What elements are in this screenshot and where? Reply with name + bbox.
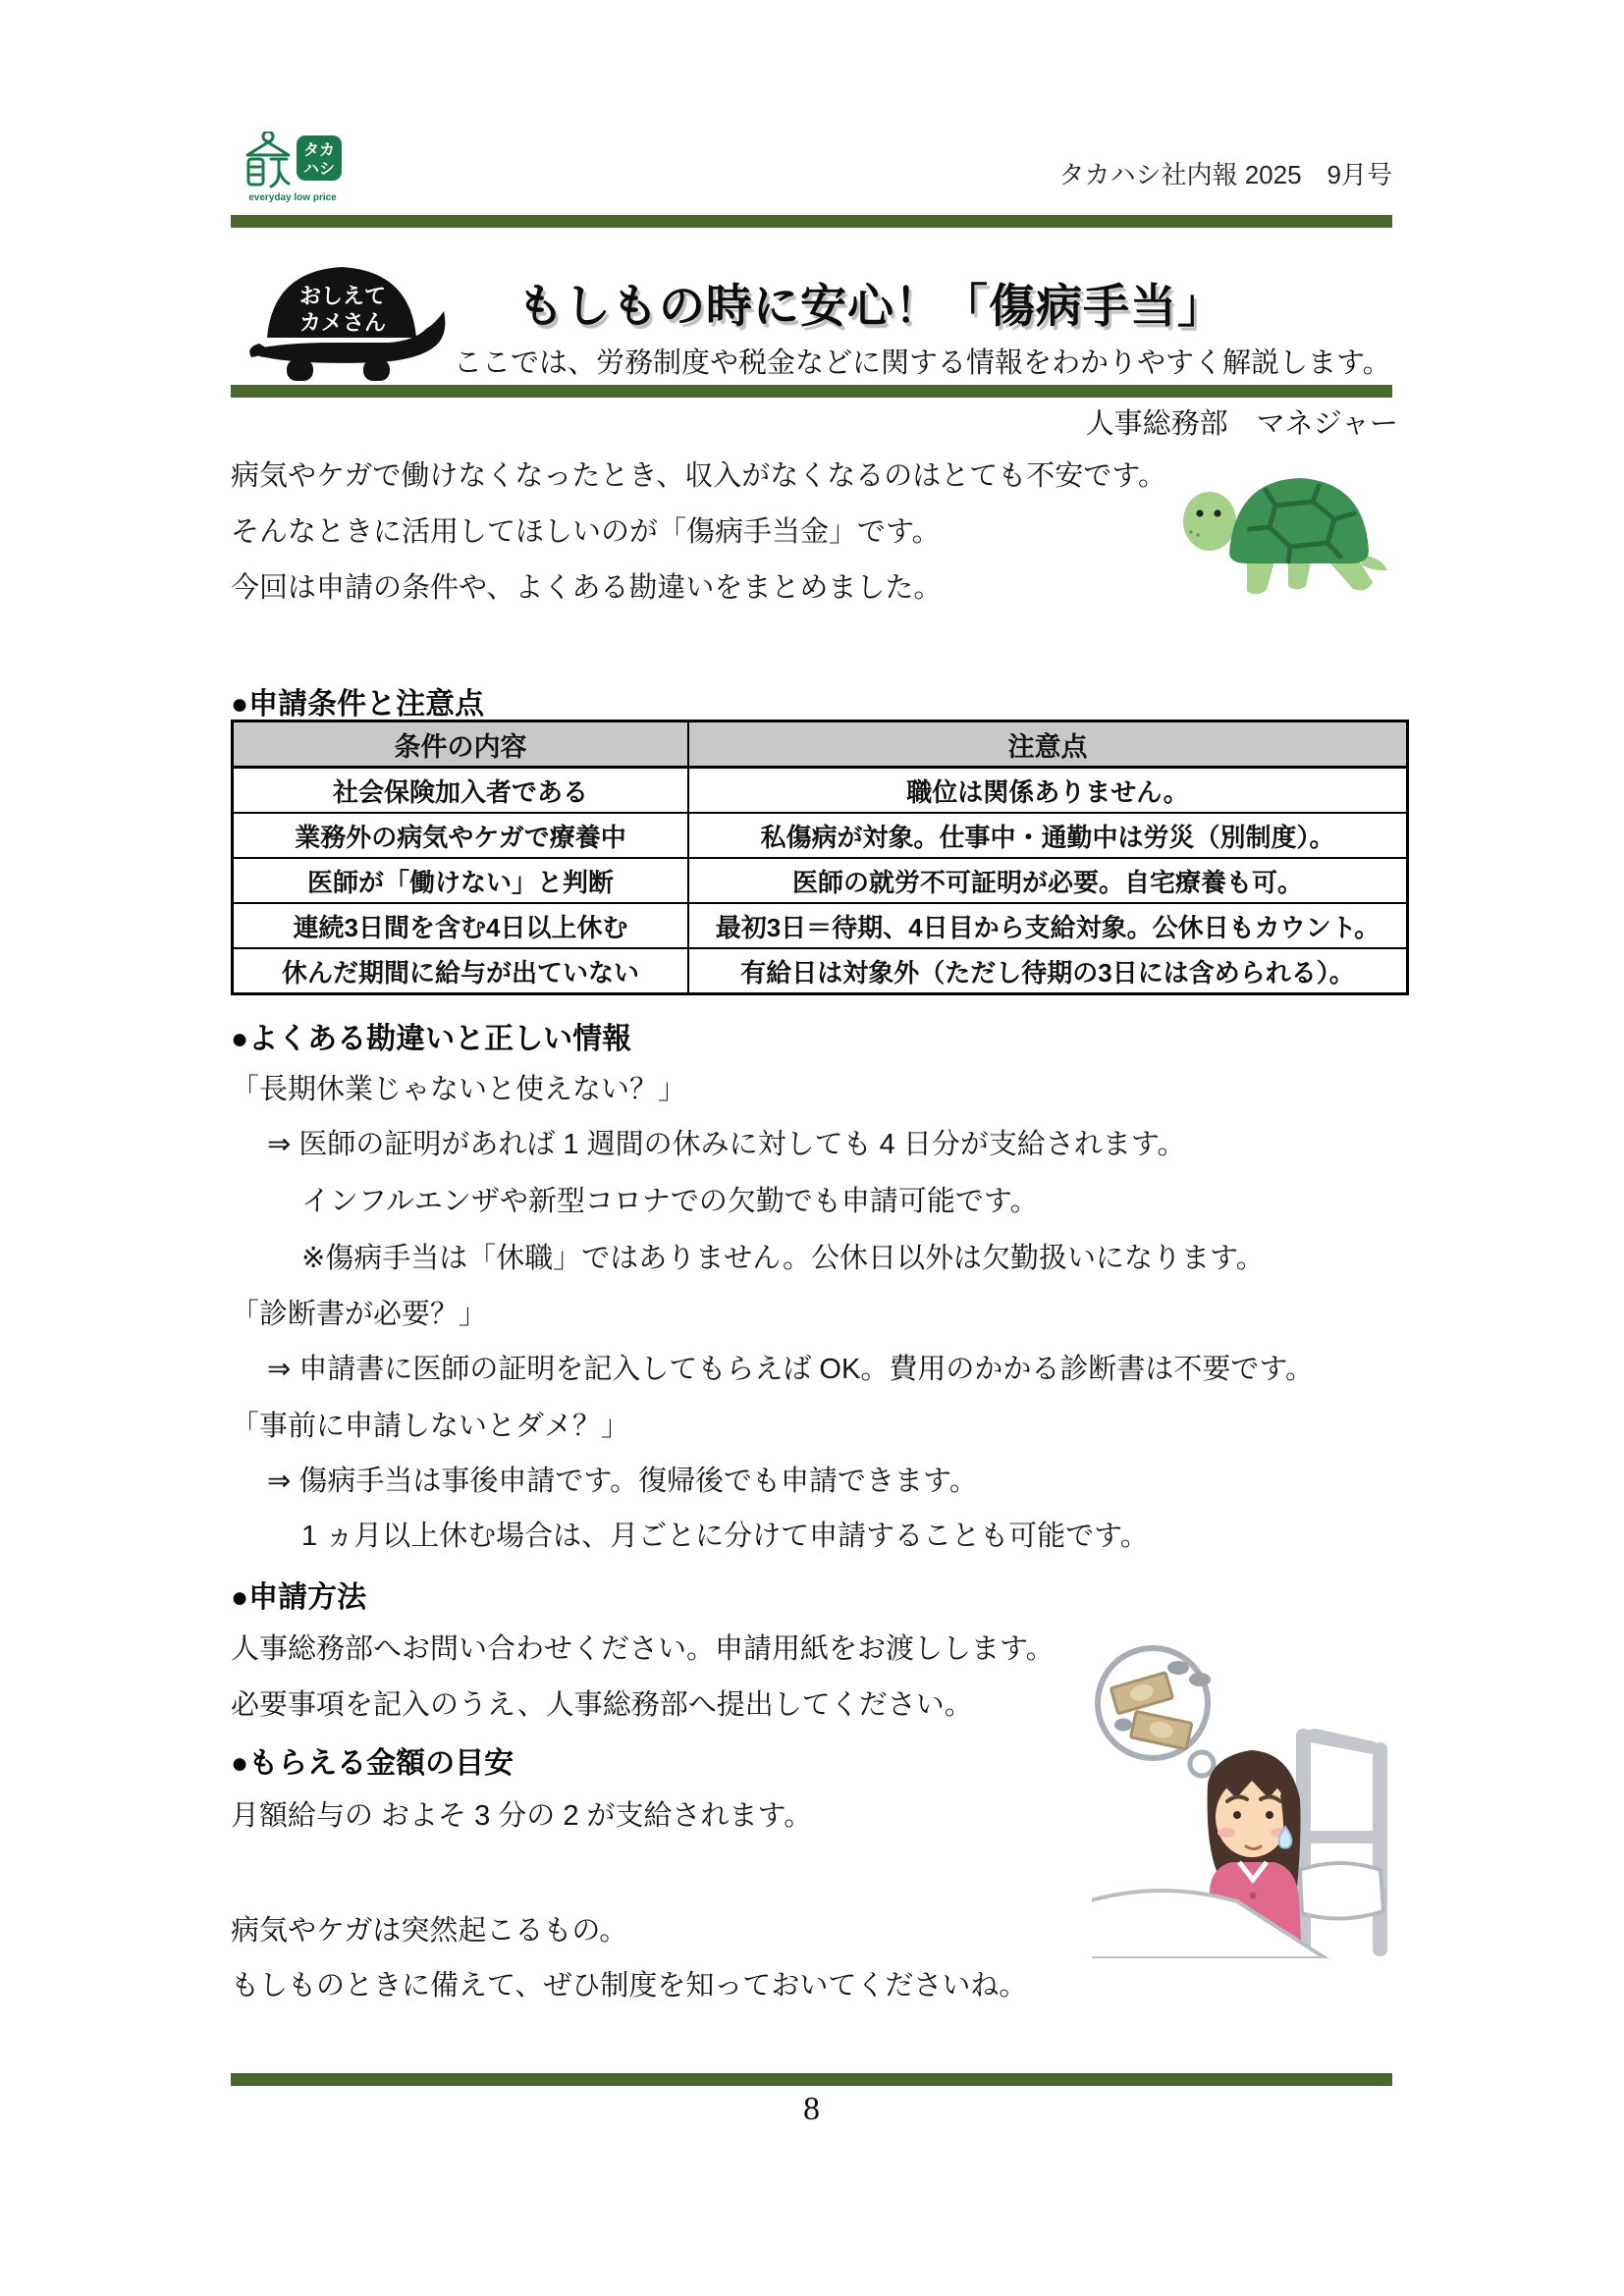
table-row xyxy=(233,903,1408,948)
mid-rule xyxy=(231,385,1392,398)
hanger-kanji-icon xyxy=(247,132,289,187)
table-cell: 私傷病が対象。仕事中・通勤中は労災（別制度）。 xyxy=(688,813,1408,858)
table-cell: 有給日は対象外（ただし待期の3日には含められる）。 xyxy=(688,948,1408,994)
bed-frame xyxy=(1296,1729,1387,1956)
table-header-row xyxy=(233,721,1408,768)
amount-line: 月額給与の およそ 3 分の 2 が支給されます。 xyxy=(231,1800,813,1832)
company-logo xyxy=(242,132,344,206)
method-line: 必要事項を記入のうえ、人事総務部へ提出してください。 xyxy=(231,1689,973,1721)
table-cell: 社会保険加入者である xyxy=(233,768,689,814)
qa-line: ※傷病手当は「休職」ではありません。公休日以外は欠勤扱いになります。 xyxy=(301,1243,1265,1274)
turtle-head xyxy=(1183,492,1236,551)
feature-subtitle: ここでは、労務制度や税金などに関する情報をわかりやすく解説します。 xyxy=(454,347,1391,379)
qa-line: ⇒ 医師の証明があれば 1 週間の休みに対しても 4 日分が支給されます。 xyxy=(267,1129,1186,1160)
intro-line-3: 今回は申請の条件や、よくある勘違いをまとめました。 xyxy=(231,572,943,604)
bottom-rule xyxy=(231,2073,1392,2086)
qa-line: ⇒ 申請書に医師の証明を記入してもらえば OK。費用のかかる診断書は不要です。 xyxy=(267,1354,1314,1385)
table-cell: 休んだ期間に給与が出ていない xyxy=(233,948,689,994)
table-row xyxy=(233,858,1408,903)
top-rule xyxy=(231,215,1392,228)
intro-line-1: 病気やケガで働けなくなったとき、収入がなくなるのはとても不安です。 xyxy=(231,460,1166,492)
amount-heading: ●もらえる金額の目安 xyxy=(231,1747,514,1780)
intro-line-2: そんなときに活用してほしいのが「傷病手当金」です。 xyxy=(231,516,941,548)
qa-line: 「事前に申請しないとダメ？」 xyxy=(231,1411,630,1442)
table-cell: 業務外の病気やケガで療養中 xyxy=(233,813,689,858)
conditions-heading: ●申請条件と注意点 xyxy=(231,688,485,721)
qa-line: 「診断書が必要？」 xyxy=(231,1299,488,1330)
table-row xyxy=(233,813,1408,858)
mascot-text-2: カメさん xyxy=(298,310,387,335)
author-line: 人事総務部 マネジャー xyxy=(1085,408,1398,440)
method-line: 人事総務部へお問い合わせください。申請用紙をお渡しします。 xyxy=(231,1633,1055,1665)
method-heading: ●申請方法 xyxy=(231,1581,367,1614)
table-cell: 医師が「働けない」と判断 xyxy=(233,858,689,903)
logo-box-text-2: ハシ xyxy=(302,161,336,178)
table-row xyxy=(233,948,1408,994)
turtle-mascot-icon xyxy=(244,251,450,385)
pillow xyxy=(1300,1863,1383,1919)
issue-title: タカハシ社内報 2025 9月号 xyxy=(1058,160,1392,189)
feature-title: もしもの時に安心！「傷病手当」 xyxy=(517,280,1224,332)
closing-line: 病気やケガは突然起こるもの。 xyxy=(231,1915,628,1947)
turtle-illustration xyxy=(1178,464,1390,602)
page-number: 8 xyxy=(803,2091,820,2127)
table-row xyxy=(233,768,1408,814)
table-cell: 職位は関係ありません。 xyxy=(688,768,1408,814)
sick-person-illustration xyxy=(1092,1634,1406,1958)
qa-line: インフルエンザや新型コロナでの欠勤でも申請可能です。 xyxy=(301,1186,1039,1217)
table-cell: 医師の就労不可証明が必要。自宅療養も可。 xyxy=(688,858,1408,903)
logo-tagline: everyday low price xyxy=(248,192,337,203)
mascot-text-1: おしえて xyxy=(298,284,387,308)
conditions-table xyxy=(231,720,1409,995)
table-cell: 連続3日間を含む4日以上休む xyxy=(233,903,689,948)
qa-line: 1 ヵ月以上休む場合は、月ごとに分けて申請することも可能です。 xyxy=(301,1521,1149,1552)
table-header-note: 注意点 xyxy=(688,721,1408,768)
table-header-condition: 条件の内容 xyxy=(233,721,689,768)
qa-line: ⇒ 傷病手当は事後申請です。復帰後でも申請できます。 xyxy=(267,1466,978,1497)
turtle-shell xyxy=(1229,478,1369,563)
table-cell: 最初3日＝待期、4日目から支給対象。公休日もカウント。 xyxy=(688,903,1408,948)
money-thought-bubble xyxy=(1098,1648,1226,1792)
logo-box-text-1: タカ xyxy=(302,142,336,159)
misconceptions-heading: ●よくある勘違いと正しい情報 xyxy=(231,1023,632,1055)
qa-line: 「長期休業じゃないと使えない？」 xyxy=(231,1074,687,1105)
closing-line: もしものときに備えて、ぜひ制度を知っておいてくださいね。 xyxy=(231,1970,1028,2002)
